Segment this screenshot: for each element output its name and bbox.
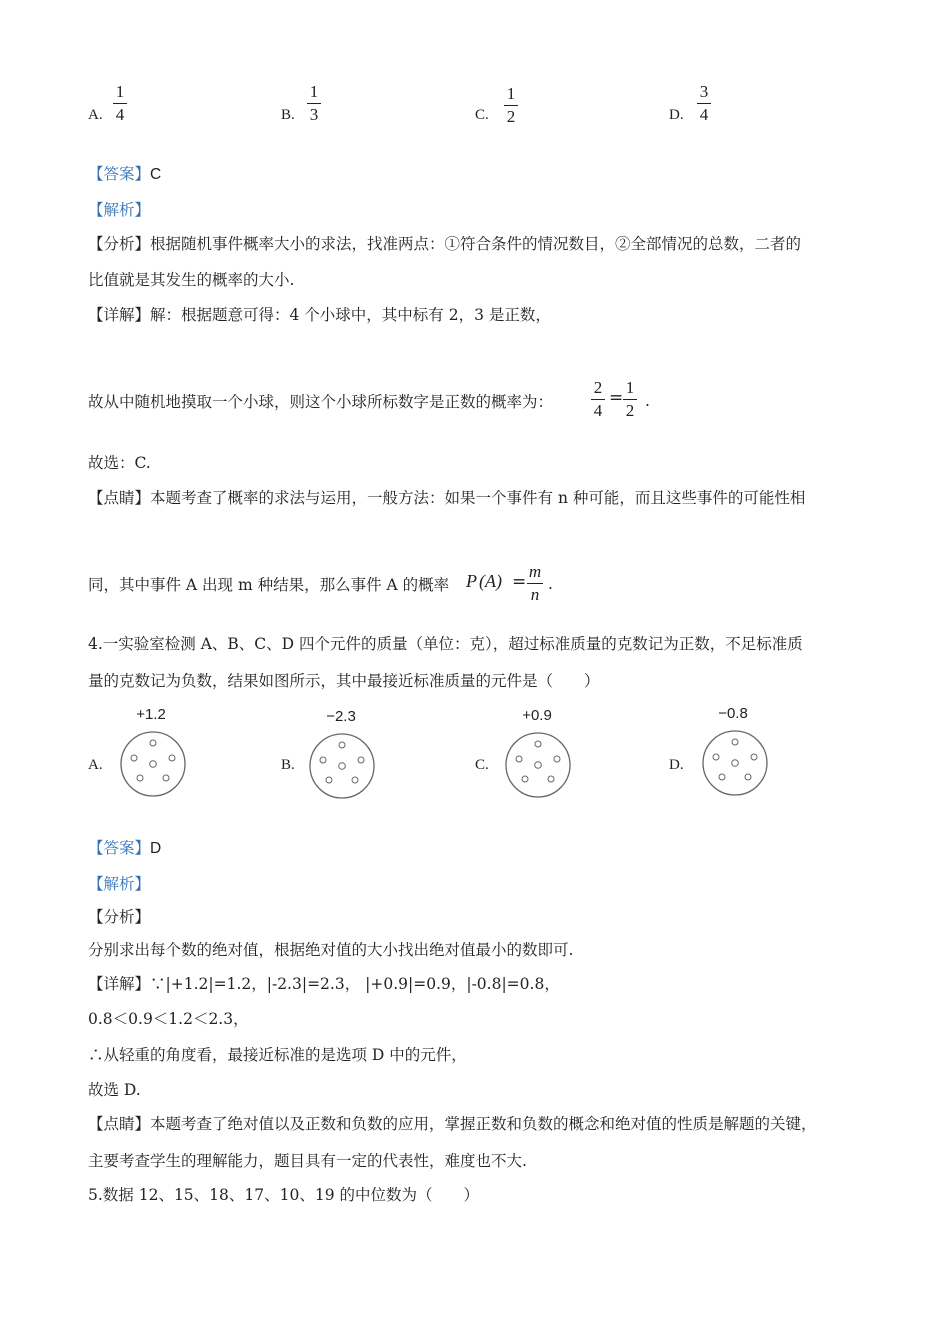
q4-answer [88, 838, 161, 859]
option-label: B. [281, 757, 295, 773]
detail-text: ∵|+1.2|=1.2，|-2.3|=2.3， |+0.9|=0.9，|-0.8|=0.8， [150, 975, 560, 993]
component-part-icon [701, 729, 769, 797]
q3-comment-line2: 同，其中事件 A 出现 m 种结果，那么事件 A 的概率 [88, 576, 450, 594]
option-label: A. [88, 757, 103, 773]
q3-choose: 故选：C. [88, 454, 151, 472]
period: . [645, 392, 650, 410]
fraction: m n [528, 562, 542, 604]
option-label: D. [669, 107, 684, 123]
q3-analysis-tag: 【解析】 [88, 201, 151, 219]
component-part-icon [119, 730, 187, 798]
q4-choose: 故选 D. [88, 1081, 141, 1099]
option-label: B. [281, 107, 295, 123]
comment-tag: 【点睛】 [88, 1115, 151, 1133]
option-label: C. [475, 757, 489, 773]
mass-value: +0.9 [522, 707, 552, 724]
q3-detail-line2: 故从中随机地摸取一个小球，则这个小球所标数字是正数的概率为： [88, 393, 554, 411]
q3-comment-line1 [88, 488, 805, 508]
q3-answer [88, 164, 161, 185]
q3-fenxi-line1 [88, 234, 801, 254]
q5-stem: 5.数据 12、15、18、17、10、19 的中位数为（ ） [88, 1186, 479, 1204]
mass-value: −2.3 [326, 708, 356, 725]
answer-value: D [150, 840, 162, 857]
option-label: D. [669, 757, 684, 773]
fraction: 1 2 [504, 84, 518, 127]
q4-detail-line3: ∴从轻重的角度看，最接近标准的是选项 D 中的元件， [88, 1046, 467, 1064]
comment-text: 本题考查了绝对值以及正数和负数的应用，掌握正数和负数的概念和绝对值的性质是解题的关键， [150, 1115, 817, 1133]
detail-tag: 【详解】 [88, 975, 151, 993]
q4-analysis-tag: 【解析】 [88, 875, 151, 893]
component-part-icon [504, 731, 572, 799]
detail-tag: 【详解】 [88, 306, 151, 324]
q4-fenxi-text: 分别求出每个数的绝对值，根据绝对值的大小找出绝对值最小的数即可. [88, 941, 574, 959]
fraction: 1 4 [113, 82, 127, 125]
fraction: 1 2 [623, 378, 637, 421]
comment-tag: 【点睛】 [88, 489, 151, 507]
fraction: 2 4 [591, 378, 605, 421]
equals-sign: = [609, 388, 624, 408]
fenxi-text: 根据随机事件概率大小的求法，找准两点：①符合条件的情况数目，②全部情况的总数，二者的 [150, 235, 802, 253]
detail-text: 解：根据题意可得：4 个小球中，其中标有 2，3 是正数， [150, 306, 551, 324]
equals-sign: = [512, 572, 527, 592]
q4-fenxi-tag: 【分析】 [88, 908, 151, 926]
option-label: C. [475, 107, 489, 123]
formula-p: P [466, 571, 477, 591]
fraction: 1 3 [307, 82, 321, 125]
q4-comment-line1 [88, 1114, 817, 1134]
option-label: A. [88, 107, 103, 123]
comment-text: 本题考查了概率的求法与运用，一般方法：如果一个事件有 n 种可能，而且这些事件的可能性相 [150, 489, 806, 507]
q4-comment-line2: 主要考查学生的理解能力，题目具有一定的代表性，难度也不大. [88, 1152, 527, 1170]
period: . [548, 575, 553, 593]
fenxi-tag: 【分析】 [88, 235, 151, 253]
component-part-icon [308, 732, 376, 800]
q4-stem-line1: 4.一实验室检测 A、B、C、D 四个元件的质量（单位：克），超过标准质量的克数记为正数，不足标准质 [88, 635, 803, 653]
answer-tag: 【答案】 [88, 165, 151, 183]
formula-a: (A) [479, 571, 502, 591]
q3-detail-line1 [88, 305, 551, 325]
q4-detail-line1 [88, 974, 560, 994]
answer-tag: 【答案】 [88, 839, 151, 857]
answer-value: C [150, 166, 162, 183]
q3-fenxi-line2: 比值就是其发生的概率的大小. [88, 271, 295, 289]
mass-value: +1.2 [136, 706, 166, 723]
q4-stem-line2: 量的克数记为负数，结果如图所示，其中最接近标准质量的元件是（ ） [88, 672, 600, 690]
fraction: 3 4 [697, 82, 711, 125]
mass-value: −0.8 [718, 705, 748, 722]
q4-detail-line2: 0.8＜0.9＜1.2＜2.3， [88, 1010, 249, 1028]
